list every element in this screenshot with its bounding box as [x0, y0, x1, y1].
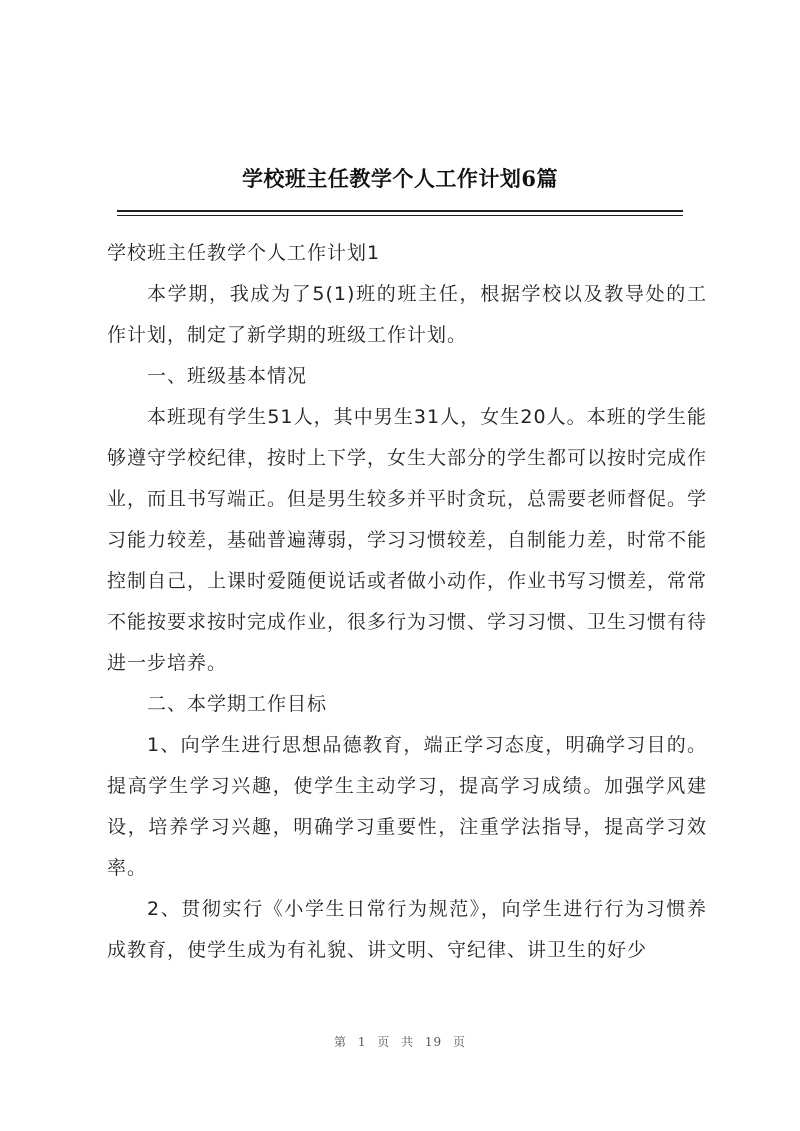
- paragraph: 本学期，我成为了5(1)班的班主任，根据学校以及教导处的工作计划，制定了新学期的班级工作计划。: [107, 283, 707, 346]
- title-divider-thin: [117, 215, 683, 216]
- paragraph: 本班现有学生51人，其中男生31人，女生20人。本班的学生能够遵守学校纪律，按时上下学，女生大部分的学生都可以按时完成作业，而且书写端正。但是男生较多并平时贪玩，总需要老师督促。学习能力较差，基础普遍薄弱，学习习惯较差，自制能力差，时常不能控制自己，上课时爱随便说话或者做小动作，作业书写习惯差，常常不能按要求按时完成作业，很多行为习惯、学习习惯、卫生习惯有待进一步培养。: [107, 406, 708, 674]
- paragraph: 2、贯彻实行《小学生日常行为规范》，向学生进行行为习惯养成教育，使学生成为有礼貌、讲文明、守纪律、讲卫生的好少: [107, 898, 707, 961]
- section-heading: 学校班主任教学个人工作计划1: [107, 242, 381, 264]
- document-body: [107, 233, 707, 971]
- page-footer: 第 1 页 共 19 页: [334, 1035, 466, 1049]
- paragraph: 1、向学生进行思想品德教育，端正学习态度，明确学习目的。提高学生学习兴趣，使学生主动学习，提高学习成绩。加强学风建设，培养学习兴趣，明确学习重要性，注重学法指导，提高学习效率。: [107, 734, 707, 879]
- subheading: 二、本学期工作目标: [147, 693, 328, 715]
- subheading: 一、班级基本情况: [147, 365, 308, 387]
- title-divider-thick: [117, 210, 683, 212]
- document-title: 学校班主任教学个人工作计划6篇: [241, 166, 559, 191]
